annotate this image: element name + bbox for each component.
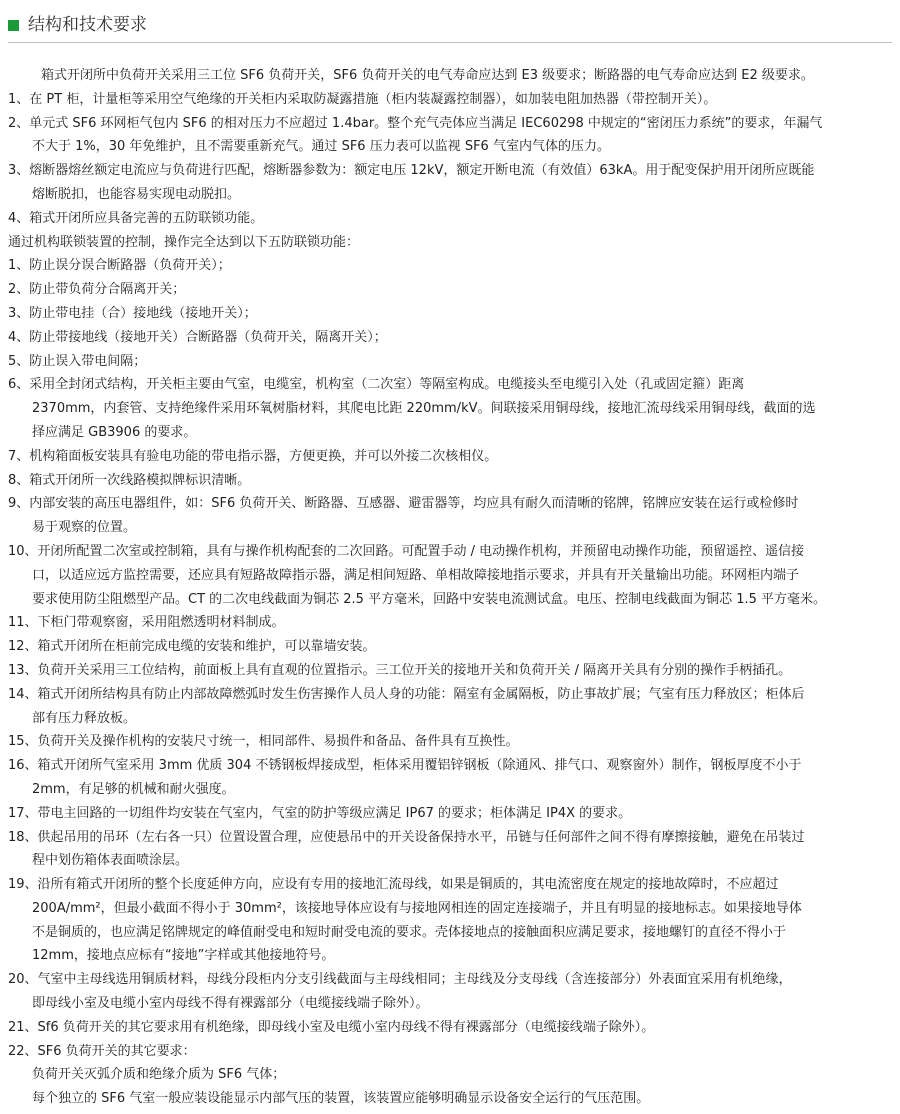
item-22-sub-1: 负荷开关灭弧介质和绝缘介质为 SF6 气体；: [32, 1067, 286, 1083]
intro-line: 箱式开闭所中负荷开关采用三工位 SF6 负荷开关，SF6 负荷开关的电气寿命应达到 E3 级要求；断路器的电气寿命应达到 E2 级要求。: [41, 68, 814, 83]
item-9-cont: 易于观察的位置。: [32, 520, 137, 536]
spec-content: [8, 64, 892, 1111]
interlock-3: 3、防止带电挂（合）接地线（接地开关）；: [8, 305, 257, 321]
item-6: 6、采用全封闭式结构，开关柜主要由气室，电缆室，机构室（二次室）等隔室构成。电缆接头至电缆引入处（孔或固定箍）距离: [8, 377, 745, 393]
item-8: 8、箱式开闭所一次线路模拟牌标识清晰。: [8, 472, 251, 488]
interlock-5: 5、防止误入带电间隔；: [8, 353, 147, 369]
item-10-cont: 口，以适应远方监控需要，还应具有短路故障指示器，满足相间短路、单相故障接地指示要求，并具有开关量输出功能。环网柜内端子: [32, 567, 800, 583]
item-19: 19、沿所有箱式开闭所的整个长度延伸方向，应设有专用的接地汇流母线，如果是铜质的，其电流密度在规定的接地故障时，不应超过: [8, 877, 779, 893]
item-11: 11、下柜门带观察窗，采用阻燃透明材料制成。: [8, 615, 285, 631]
green-square-icon: [8, 20, 19, 31]
item-20-cont: 即母线小室及电缆小室内母线不得有裸露部分（电缆接线端子除外）。: [32, 996, 429, 1012]
item-22-sub-2: 每个独立的 SF6 气室一般应装设能显示内部气压的装置，该装置应能够明确显示设备安全运行的气压范围。: [32, 1091, 650, 1107]
item-7: 7、机构箱面板安装具有验电功能的带电指示器，方便更换，并可以外接二次核相仪。: [8, 448, 498, 464]
item-19-cont: 不是铜质的，也应满足铭牌规定的峰值耐受电和短时耐受电流的要求。壳体接地点的接触面积应满足要求，接地螺钉的直径不得小于: [32, 924, 787, 940]
item-4: 4、箱式开闭所应具备完善的五防联锁功能。: [8, 210, 264, 226]
item-19-cont: 200A/mm²，但最小截面不得小于 30mm²，该接地导体应设有与接地网相连的固定连接端子，并且有明显的接地标志。如果接地导体: [32, 900, 802, 916]
item-17: 17、带电主回路的一切组件均安装在气室内，气室的防护等级应满足 IP67 的要求；柜体满足 IP4X 的要求。: [8, 805, 632, 821]
item-16: 16、箱式开闭所气室采用 3mm 优质 304 不锈钢板焊接成型，柜体采用覆铝锌钢板（除通风、排气口、观察窗外）制作，钢板厚度不小于: [8, 758, 802, 774]
section-title: 结构和技术要求: [28, 15, 147, 35]
item-21: 21、Sf6 负荷开关的其它要求用有机绝缘，即母线小室及电缆小室内母线不得有裸露部分（电缆接线端子除外）。: [8, 1019, 655, 1035]
item-6-cont: 择应满足 GB3906 的要求。: [32, 424, 197, 440]
item-20: 20、气室中主母线选用铜质材料，母线分段柜内分支引线截面与主母线相同；主母线及分支母线（含连接部分）外表面宜采用有机绝缘，: [8, 972, 792, 988]
item-2: 2、单元式 SF6 环网柜气包内 SF6 的相对压力不应超过 1.4bar。整个充气壳体应当满足 IEC60298 中规定的“密闭压力系统”的要求，年漏气: [8, 115, 823, 131]
item-14-cont: 部有压力释放板。: [32, 710, 137, 726]
item-16-cont: 2mm，有足够的机械和耐火强度。: [32, 781, 235, 797]
interlock-2: 2、防止带负荷分合隔离开关；: [8, 282, 186, 298]
item-18-cont: 程中划伤箱体表面喷涂层。: [32, 853, 189, 869]
item-14: 14、箱式开闭所结构具有防止内部故障燃弧时发生伤害操作人员人身的功能：隔室有金属隔板，防止事故扩展；气室有压力释放区；柜体后: [8, 686, 805, 702]
item-18: 18、供起吊用的吊环（左右各一只）位置设置合理，应使悬吊中的开关设备保持水平，吊链与任何部件之间不得有摩擦接触，避免在吊装过: [8, 829, 805, 845]
item-10-cont: 要求使用防尘阻燃型产品。CT 的二次电线截面为铜芯 2.5 平方毫米，回路中安装电流测试盒。电压、控制电线截面为铜芯 1.5 平方毫米。: [32, 591, 827, 607]
item-2-cont: 不大于 1%，30 年免维护，且不需要重新充气。通过 SF6 压力表可以监视 SF6 气室内气体的压力。: [32, 139, 610, 155]
item-12: 12、箱式开闭所在柜前完成电缆的安装和维护，可以靠墙安装。: [8, 639, 376, 655]
item-1: 1、在 PT 柜，计量柜等采用空气绝缘的开关柜内采取防凝露措施（柜内装凝露控制器），如加装电阻加热器（带控制开关）。: [8, 91, 717, 107]
item-19-cont: 12mm，接地点应标有“接地”字样或其他接地符号。: [32, 948, 335, 964]
item-9: 9、内部安装的高压电器组件，如：SF6 负荷开关、断路器、互感器、避雷器等，均应具有耐久而清晰的铭牌，铭牌应安装在运行或检修时: [8, 496, 799, 512]
interlock-4: 4、防止带接地线（接地开关）合断路器（负荷开关，隔离开关）；: [8, 329, 387, 345]
interlock-1: 1、防止误分误合断路器（负荷开关）；: [8, 258, 231, 274]
item-6-cont: 2370mm，内套管、支持绝缘件采用环氧树脂材料，其爬电比距 220mm/kV。间联接采用铜母线，接地汇流母线采用铜母线，截面的选: [32, 401, 816, 417]
section-header: [8, 8, 892, 43]
item-13: 13、负荷开关采用三工位结构，前面板上具有直观的位置指示。三工位开关的接地开关和负荷开关 / 隔离开关具有分别的操作手柄插孔。: [8, 662, 792, 678]
item-3-cont: 熔断脱扣，也能容易实现电动脱扣。: [32, 186, 241, 202]
item-3: 3、熔断器熔丝额定电流应与负荷进行匹配，熔断器参数为：额定电压 12kV，额定开断电流（有效值）63kA。用于配变保护用开闭所应既能: [8, 163, 815, 179]
item-15: 15、负荷开关及操作机构的安装尺寸统一，相同部件、易损件和备品、备件具有互换性。: [8, 734, 519, 750]
item-22: 22、SF6 负荷开关的其它要求：: [8, 1043, 196, 1059]
interlock-intro: 通过机构联锁装置的控制，操作完全达到以下五防联锁功能：: [8, 234, 360, 250]
item-10: 10、开闭所配置二次室或控制箱，具有与操作机构配套的二次回路。可配置手动 / 电动操作机构，并预留电动操作功能，预留遥控、遥信接: [8, 543, 805, 559]
